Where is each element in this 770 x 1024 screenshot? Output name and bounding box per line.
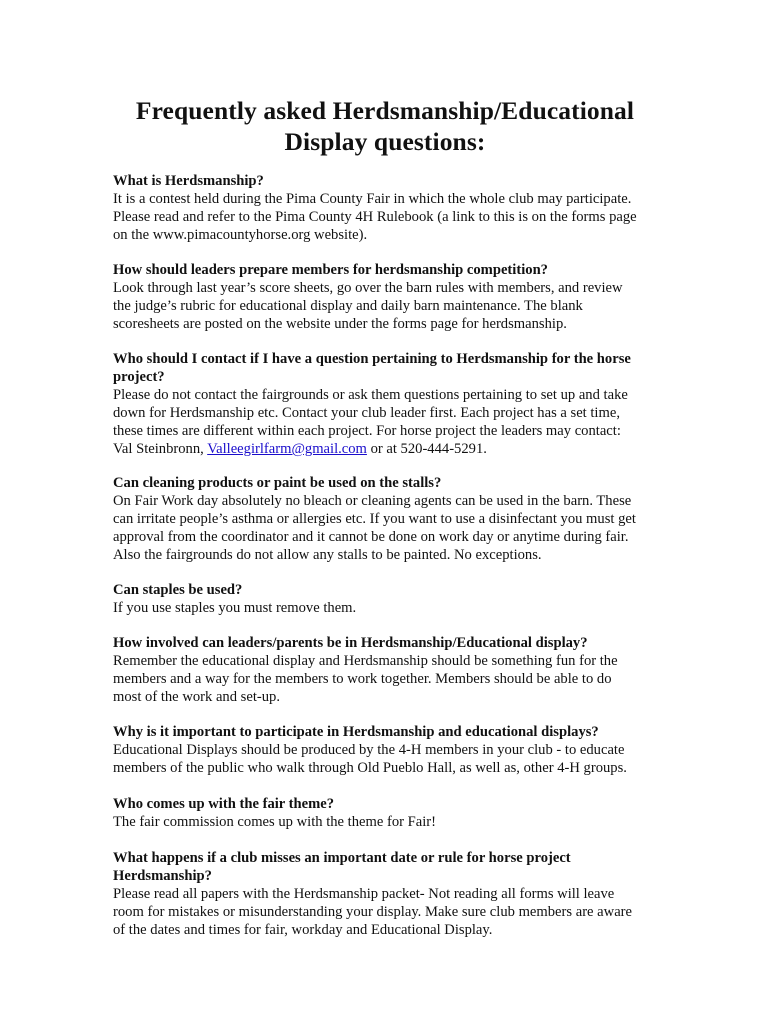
faq-item xyxy=(113,350,663,458)
page-title xyxy=(0,0,770,157)
faq-answer: Please do not contact the fairgrounds or ask them questions pertaining to set up and take down for Herdsmanship etc. Contact your club leader first. Each project has a set time, these times are different within each project. For horse project the leaders may contact: Val Steinbronn, Valleegirlfarm@gmail.com or at 520-444-5291. xyxy=(113,386,663,458)
faq-answer: Educational Displays should be produced by the 4-H members in your club - to educate members of the public who walk through Old Pueblo Hall, as well as, other 4-H groups. xyxy=(113,742,627,776)
faq-question: Who should I contact if I have a question pertaining to Herdsmanship for the horse project? xyxy=(113,351,631,385)
faq-question: Why is it important to participate in Herdsmanship and educational displays? xyxy=(113,724,599,740)
faq-item xyxy=(113,795,663,831)
faq-answer: It is a contest held during the Pima County Fair in which the whole club may participate. Please read and refer to the Pima County 4H Rulebook (a link to this is on the forms page on the www.pimacountyhorse.org website). xyxy=(113,191,637,243)
faq-question: Can staples be used? xyxy=(113,582,243,598)
contact-email-link[interactable]: Valleegirlfarm@gmail.com xyxy=(207,441,367,457)
faq-item xyxy=(113,723,663,777)
title-line-2: Display questions: xyxy=(284,127,486,156)
faq-question: How involved can leaders/parents be in Herdsmanship/Educational display? xyxy=(113,635,588,651)
faq-question: What is Herdsmanship? xyxy=(113,173,264,189)
faq-answer: Please read all papers with the Herdsmanship packet- Not reading all forms will leave room for mistakes or misunderstanding your display. Make sure club members are aware of the dates and times for fair, workday and Educational Display. xyxy=(113,886,633,938)
faq-item xyxy=(113,474,663,564)
faq-question: What happens if a club misses an important date or rule for horse project Herdsmanship? xyxy=(113,850,571,884)
faq-answer: If you use staples you must remove them. xyxy=(113,600,357,616)
faq-answer: On Fair Work day absolutely no bleach or cleaning agents can be used in the barn. These can irritate people’s asthma or allergies etc. If you want to use a disinfectant you must get approval from the coordinator and it cannot be done on work day or anytime during fair. Also the fairgrounds do not allow any stalls to be painted. No exceptions. xyxy=(113,493,636,563)
faq-question: Can cleaning products or paint be used on the stalls? xyxy=(113,475,442,491)
contact-line: Val Steinbronn, Valleegirlfarm@gmail.com or at 520-444-5291. xyxy=(113,441,487,457)
title-line-1: Frequently asked Herdsmanship/Educational xyxy=(135,96,635,125)
faq-question: How should leaders prepare members for herdsmanship competition? xyxy=(113,262,548,278)
faq-item xyxy=(113,634,663,706)
faq-item xyxy=(113,849,663,939)
faq-question: Who comes up with the fair theme? xyxy=(113,796,335,812)
faq-answer: Remember the educational display and Herdsmanship should be something fun for the members and a way for the members to work together. Members should be able to do most of the work and set-up. xyxy=(113,653,618,705)
faq-item xyxy=(113,581,663,617)
faq-item xyxy=(113,261,663,333)
faq-answer: Look through last year’s score sheets, go over the barn rules with members, and review the judge’s rubric for educational display and daily barn maintenance. The blank scoresheets are posted on the website under the forms page for herdsmanship. xyxy=(113,280,623,332)
faq-item xyxy=(113,172,663,244)
faq-answer: The fair commission comes up with the theme for Fair! xyxy=(113,814,437,830)
